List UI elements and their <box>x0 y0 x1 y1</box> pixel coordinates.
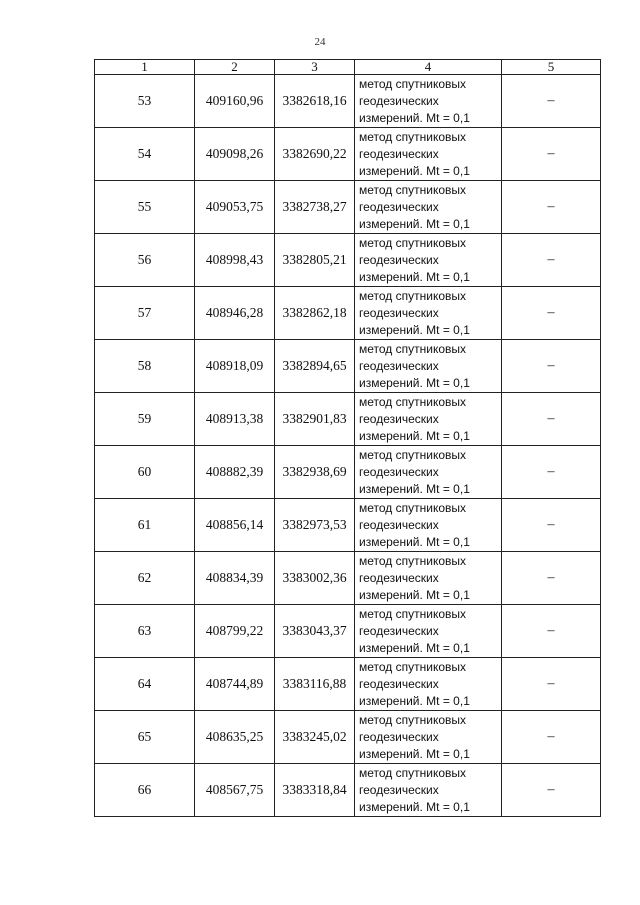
x-coordinate-cell: 408946,28 <box>195 287 275 340</box>
method-line: метод спутниковых <box>359 712 467 727</box>
dash-cell: – <box>502 128 601 181</box>
method-line: измерений. Mt = 0,1 <box>359 587 470 602</box>
y-coordinate-cell: 3383318,84 <box>275 764 355 817</box>
table-row <box>95 128 601 181</box>
method-line: измерений. Mt = 0,1 <box>359 534 470 549</box>
method-cell <box>355 499 502 552</box>
method-line: метод спутниковых <box>359 500 467 515</box>
method-line: геодезических <box>359 464 439 479</box>
y-coordinate-cell: 3382690,22 <box>275 128 355 181</box>
dash-cell: – <box>502 658 601 711</box>
method-line: геодезических <box>359 676 439 691</box>
point-number-cell: 64 <box>95 658 195 711</box>
y-coordinate-cell: 3382901,83 <box>275 393 355 446</box>
method-line: геодезических <box>359 252 439 267</box>
x-coordinate-cell: 409053,75 <box>195 181 275 234</box>
method-line: метод спутниковых <box>359 447 467 462</box>
x-coordinate-cell: 408998,43 <box>195 234 275 287</box>
dash-cell: – <box>502 393 601 446</box>
method-cell <box>355 181 502 234</box>
method-line: геодезических <box>359 623 439 638</box>
method-line: измерений. Mt = 0,1 <box>359 269 470 284</box>
dash-cell: – <box>502 340 601 393</box>
method-line: измерений. Mt = 0,1 <box>359 428 470 443</box>
dash-cell: – <box>502 181 601 234</box>
method-line: измерений. Mt = 0,1 <box>359 322 470 337</box>
method-line: метод спутниковых <box>359 394 467 409</box>
point-number-cell: 60 <box>95 446 195 499</box>
method-line: измерений. Mt = 0,1 <box>359 216 470 231</box>
column-header-5: 5 <box>502 60 601 75</box>
point-number-cell: 65 <box>95 711 195 764</box>
x-coordinate-cell: 408856,14 <box>195 499 275 552</box>
table-row <box>95 340 601 393</box>
method-line: геодезических <box>359 305 439 320</box>
column-header-2: 2 <box>195 60 275 75</box>
dash-cell: – <box>502 75 601 128</box>
method-line: метод спутниковых <box>359 129 467 144</box>
column-header-1: 1 <box>95 60 195 75</box>
x-coordinate-cell: 409160,96 <box>195 75 275 128</box>
method-line: метод спутниковых <box>359 606 467 621</box>
x-coordinate-cell: 408567,75 <box>195 764 275 817</box>
x-coordinate-cell: 408918,09 <box>195 340 275 393</box>
point-number-cell: 66 <box>95 764 195 817</box>
dash-cell: – <box>502 711 601 764</box>
table-row <box>95 181 601 234</box>
method-cell <box>355 658 502 711</box>
dash-cell: – <box>502 764 601 817</box>
method-line: метод спутниковых <box>359 341 467 356</box>
y-coordinate-cell: 3382805,21 <box>275 234 355 287</box>
point-number-cell: 63 <box>95 605 195 658</box>
method-line: геодезических <box>359 358 439 373</box>
method-line: метод спутниковых <box>359 659 467 674</box>
table-row <box>95 287 601 340</box>
method-line: измерений. Mt = 0,1 <box>359 799 470 814</box>
x-coordinate-cell: 408913,38 <box>195 393 275 446</box>
method-cell <box>355 711 502 764</box>
method-line: геодезических <box>359 411 439 426</box>
x-coordinate-cell: 408635,25 <box>195 711 275 764</box>
y-coordinate-cell: 3383043,37 <box>275 605 355 658</box>
y-coordinate-cell: 3382862,18 <box>275 287 355 340</box>
method-cell <box>355 552 502 605</box>
dash-cell: – <box>502 552 601 605</box>
method-line: метод спутниковых <box>359 235 467 250</box>
method-cell <box>355 764 502 817</box>
dash-cell: – <box>502 605 601 658</box>
point-number-cell: 54 <box>95 128 195 181</box>
method-line: измерений. Mt = 0,1 <box>359 375 470 390</box>
method-line: геодезических <box>359 782 439 797</box>
method-line: измерений. Mt = 0,1 <box>359 746 470 761</box>
method-line: измерений. Mt = 0,1 <box>359 110 470 125</box>
method-line: метод спутниковых <box>359 765 467 780</box>
method-line: геодезических <box>359 146 439 161</box>
y-coordinate-cell: 3382973,53 <box>275 499 355 552</box>
x-coordinate-cell: 408744,89 <box>195 658 275 711</box>
method-cell <box>355 75 502 128</box>
table-row <box>95 711 601 764</box>
method-line: геодезических <box>359 570 439 585</box>
method-cell <box>355 446 502 499</box>
y-coordinate-cell: 3382894,65 <box>275 340 355 393</box>
coordinates-table <box>94 59 601 817</box>
method-line: измерений. Mt = 0,1 <box>359 163 470 178</box>
page-number: 24 <box>314 36 326 48</box>
method-line: геодезических <box>359 517 439 532</box>
x-coordinate-cell: 408834,39 <box>195 552 275 605</box>
table-header-row <box>95 60 601 75</box>
method-cell <box>355 234 502 287</box>
table-row <box>95 605 601 658</box>
table-row <box>95 764 601 817</box>
dash-cell: – <box>502 287 601 340</box>
dash-cell: – <box>502 234 601 287</box>
method-cell <box>355 605 502 658</box>
method-line: геодезических <box>359 93 439 108</box>
table-row <box>95 393 601 446</box>
table-row <box>95 499 601 552</box>
method-line: метод спутниковых <box>359 553 467 568</box>
point-number-cell: 53 <box>95 75 195 128</box>
method-cell <box>355 340 502 393</box>
column-header-3: 3 <box>275 60 355 75</box>
x-coordinate-cell: 409098,26 <box>195 128 275 181</box>
method-line: метод спутниковых <box>359 76 467 91</box>
table-row <box>95 234 601 287</box>
y-coordinate-cell: 3383002,36 <box>275 552 355 605</box>
method-line: метод спутниковых <box>359 182 467 197</box>
point-number-cell: 58 <box>95 340 195 393</box>
table-row <box>95 75 601 128</box>
point-number-cell: 56 <box>95 234 195 287</box>
y-coordinate-cell: 3383245,02 <box>275 711 355 764</box>
point-number-cell: 61 <box>95 499 195 552</box>
dash-cell: – <box>502 499 601 552</box>
method-line: измерений. Mt = 0,1 <box>359 481 470 496</box>
x-coordinate-cell: 408882,39 <box>195 446 275 499</box>
dash-cell: – <box>502 446 601 499</box>
method-line: геодезических <box>359 729 439 744</box>
point-number-cell: 59 <box>95 393 195 446</box>
y-coordinate-cell: 3383116,88 <box>275 658 355 711</box>
x-coordinate-cell: 408799,22 <box>195 605 275 658</box>
point-number-cell: 55 <box>95 181 195 234</box>
method-cell <box>355 128 502 181</box>
column-header-4: 4 <box>355 60 502 75</box>
method-cell <box>355 287 502 340</box>
y-coordinate-cell: 3382618,16 <box>275 75 355 128</box>
method-cell <box>355 393 502 446</box>
method-line: измерений. Mt = 0,1 <box>359 640 470 655</box>
table-row <box>95 446 601 499</box>
point-number-cell: 57 <box>95 287 195 340</box>
y-coordinate-cell: 3382938,69 <box>275 446 355 499</box>
coordinates-table-body <box>95 60 601 817</box>
table-row <box>95 552 601 605</box>
point-number-cell: 62 <box>95 552 195 605</box>
table-row <box>95 658 601 711</box>
y-coordinate-cell: 3382738,27 <box>275 181 355 234</box>
method-line: метод спутниковых <box>359 288 467 303</box>
method-line: измерений. Mt = 0,1 <box>359 693 470 708</box>
method-line: геодезических <box>359 199 439 214</box>
